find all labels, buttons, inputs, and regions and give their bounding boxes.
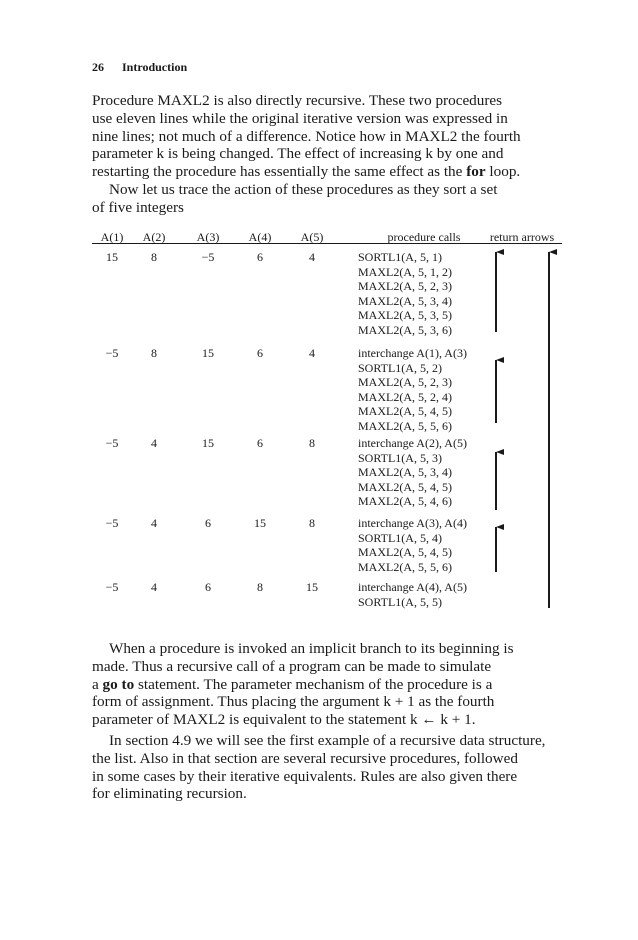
table-cell-a2: 4 [151,436,157,450]
procedure-call: MAXL2(A, 5, 2, 3) [358,375,452,390]
trace-table [92,228,562,618]
keyword-for: for [466,163,486,181]
table-cell-a1: −5 [105,580,119,594]
text-span: statement. The parameter mechanism of the procedure is a [134,675,493,693]
text-line: in some cases by their iterative equivalents. Rules are also given there [92,767,518,785]
table-cell-a1: −5 [105,346,119,360]
table-cell-a1: −5 [105,436,119,450]
table-cell-a4: 6 [257,436,263,450]
page-number: 26 [92,60,104,74]
text-line: In section 4.9 we will see the first example of a recursive data structure, [109,732,546,749]
text-line: Procedure MAXL2 is also directly recursive. These two procedures [92,92,503,109]
header-procedure-calls: procedure calls [387,230,461,244]
procedure-call: SORTL1(A, 5, 5) [358,594,442,609]
text-line [92,676,562,694]
table-cell-a1: 15 [106,250,118,264]
table-cell-a5: 15 [306,580,318,594]
table-cell-a3: −5 [201,250,215,264]
procedure-call: MAXL2(A, 5, 4, 5) [358,479,452,494]
paragraph-1 [92,92,562,181]
procedure-call-list [358,346,467,434]
table-cell-a4: 15 [254,516,266,530]
return-arrows [92,228,562,618]
text-line: the list. Also in that section are several recursive procedures, followed [92,749,518,767]
procedure-call: MAXL2(A, 5, 3, 4) [358,465,452,480]
procedure-call: SORTL1(A, 5, 3) [358,450,442,465]
table-cell-a3: 15 [202,436,214,450]
procedure-call: interchange A(2), A(5) [358,436,467,450]
procedure-call: SORTL1(A, 5, 1) [358,250,442,264]
procedure-call: MAXL2(A, 5, 4, 5) [358,404,452,419]
header-a1: A(1) [100,230,124,244]
text-line: made. Thus a recursive call of a program can be made to simulate [92,657,492,675]
text-span: loop. [485,163,521,181]
paragraph-4 [92,732,562,803]
header-a5: A(5) [300,230,324,244]
header-a4: A(4) [248,230,272,244]
procedure-call: MAXL2(A, 5, 3, 6) [358,322,452,337]
procedure-call: interchange A(4), A(5) [358,580,467,594]
procedure-call: MAXL2(A, 5, 3, 5) [358,308,452,323]
table-cell-a4: 6 [257,250,263,264]
procedure-call: MAXL2(A, 5, 1, 2) [358,264,452,279]
keyword-go-to: go to [102,675,135,693]
table-cell-a2: 4 [151,516,157,530]
procedure-call-list [358,436,467,509]
procedure-call: MAXL2(A, 5, 5, 6) [358,559,452,574]
procedure-call: MAXL2(A, 5, 2, 4) [358,389,452,404]
procedure-call: SORTL1(A, 5, 4) [358,530,442,545]
table-cell-a4: 6 [257,346,263,360]
page-header [92,60,187,75]
text-line: parameter k is being changed. The effect of increasing k by one and [92,145,504,163]
table-cell-a5: 8 [309,516,315,530]
text-line: When a procedure is invoked an implicit branch to its beginning is [109,640,514,657]
text-span: a [92,675,103,693]
table-cell-a5: 4 [309,346,315,360]
procedure-call-list [358,580,467,609]
procedure-call: SORTL1(A, 5, 2) [358,360,442,375]
table-cell-a2: 8 [151,250,157,264]
paragraph-2 [92,181,562,217]
paragraph-3 [92,640,562,729]
procedure-call: MAXL2(A, 5, 4, 5) [358,545,452,560]
text-line: form of assignment. Thus placing the argument k + 1 as the fourth [92,693,495,711]
text-line [92,163,562,181]
text-line: Now let us trace the action of these procedures as they sort a set [109,181,498,198]
text-line: nine lines; not much of a difference. Notice how in MAXL2 the fourth [92,127,521,145]
table-cell-a3: 6 [205,580,211,594]
procedure-call: interchange A(1), A(3) [358,346,467,360]
table-cell-a3: 15 [202,346,214,360]
table-cell-a2: 4 [151,580,157,594]
text-span: restarting the procedure has essentially the same effect as the [92,163,467,181]
procedure-call-list [358,250,452,338]
procedure-call: interchange A(3), A(4) [358,516,467,530]
table-cell-a4: 8 [257,580,263,594]
table-cell-a5: 4 [309,250,315,264]
table-cell-a5: 8 [309,436,315,450]
procedure-call: MAXL2(A, 5, 3, 4) [358,293,452,308]
header-a3: A(3) [196,230,220,244]
procedure-call: MAXL2(A, 5, 5, 6) [358,418,452,433]
procedure-call: MAXL2(A, 5, 2, 3) [358,279,452,294]
text-line: use eleven lines while the original iterative version was expressed in [92,109,508,127]
text-line: parameter of MAXL2 is equivalent to the statement k ← k + 1. [92,711,476,729]
table-cell-a2: 8 [151,346,157,360]
text-line: for eliminating recursion. [92,785,247,803]
text-line: of five integers [92,198,184,216]
procedure-call: MAXL2(A, 5, 4, 6) [358,494,452,509]
table-cell-a1: −5 [105,516,119,530]
header-return-arrows: return arrows [489,230,555,244]
header-a2: A(2) [142,230,166,244]
table-cell-a3: 6 [205,516,211,530]
procedure-call-list [358,516,467,574]
section-title: Introduction [122,60,188,74]
